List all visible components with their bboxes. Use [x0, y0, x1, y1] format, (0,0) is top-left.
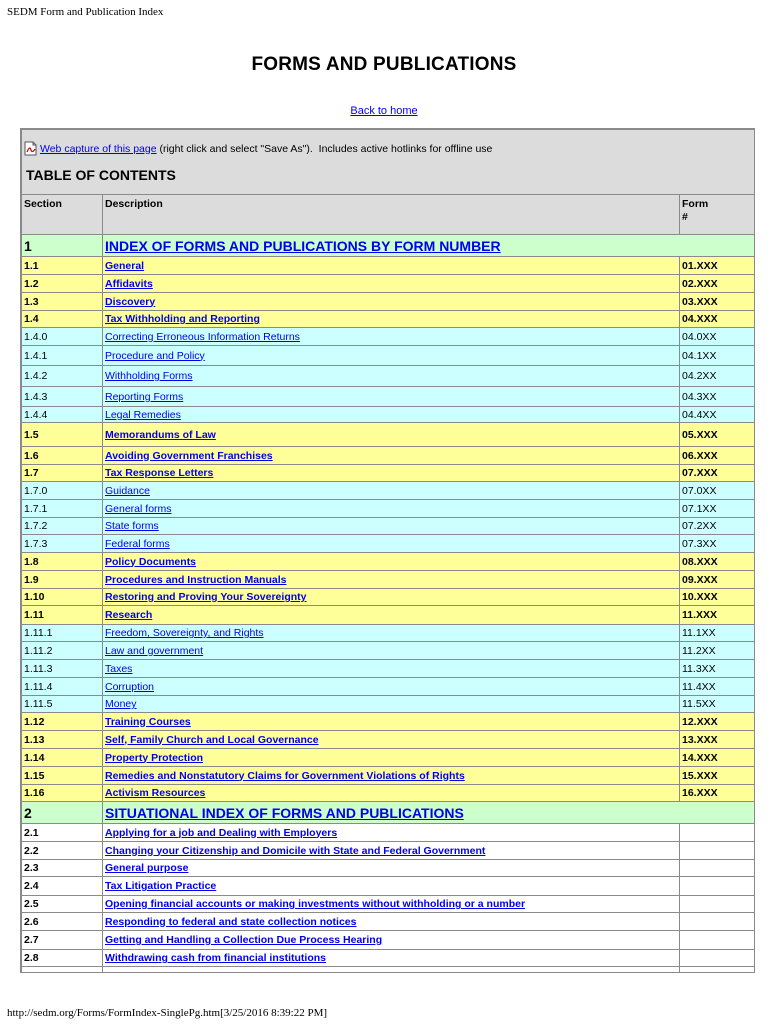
section-number: 1.7.1 [22, 500, 103, 518]
table-row [22, 696, 755, 713]
section-link[interactable]: General forms [105, 502, 172, 515]
section-link[interactable]: Remedies and Nonstatutory Claims for Government Violations of Rights [105, 769, 465, 782]
section-link[interactable]: Tax Withholding and Reporting [105, 313, 260, 325]
form-number: 11.5XX [680, 696, 755, 713]
web-capture-note: (right click and select "Save As"). Includes active hotlinks for offline use [156, 142, 493, 155]
section-link[interactable]: Property Protection [105, 751, 204, 764]
section-number: 1.14 [22, 749, 103, 767]
form-number: 04.4XX [680, 407, 755, 423]
section-link[interactable]: Legal Remedies [105, 408, 181, 421]
pdf-file-icon[interactable] [24, 141, 38, 156]
section-number: 1 [22, 235, 103, 257]
section-number: 1.4.3 [22, 387, 103, 407]
table-row [22, 275, 755, 293]
table-row [22, 625, 755, 642]
section-link[interactable]: Withholding Forms [105, 370, 193, 382]
form-number: 06.XXX [680, 447, 755, 465]
form-number: 02.XXX [680, 275, 755, 293]
table-row [22, 571, 755, 589]
form-number [680, 860, 755, 877]
form-number [680, 824, 755, 842]
section-link[interactable]: Policy Documents [105, 555, 197, 568]
section-link[interactable]: Self, Family Church and Local Governance [105, 733, 319, 746]
section-link[interactable]: Responding to federal and state collection notices [105, 915, 357, 928]
table-row [22, 660, 755, 678]
section-number: 1.11.4 [22, 678, 103, 696]
form-number: 13.XXX [680, 731, 755, 749]
column-header-form: Form # [680, 195, 755, 235]
section-number: 2.2 [22, 842, 103, 860]
section-number: 1.9 [22, 571, 103, 589]
table-row [22, 860, 755, 877]
section-link[interactable]: State forms [105, 520, 159, 532]
table-header-row [22, 195, 755, 235]
table-row [22, 447, 755, 465]
table-row [22, 423, 755, 447]
form-number: 04.0XX [680, 328, 755, 346]
section-link[interactable]: Procedures and Instruction Manuals [105, 573, 287, 586]
table-row [22, 257, 755, 275]
table-row [22, 311, 755, 328]
form-number [680, 967, 755, 974]
web-capture-link[interactable]: Web capture of this page [40, 142, 157, 155]
section-link[interactable]: Applying for a job and Dealing with Employers [105, 826, 338, 839]
table-row [22, 877, 755, 896]
table-of-contents-container [20, 128, 755, 973]
section-link[interactable]: Affidavits [105, 277, 153, 290]
section-number: 1.10 [22, 589, 103, 606]
section-link[interactable]: Money [105, 698, 137, 710]
table-of-contents [21, 129, 755, 973]
form-number: 07.0XX [680, 482, 755, 500]
form-number: 12.XXX [680, 713, 755, 731]
section-number: 1.11 [22, 606, 103, 625]
form-number: 04.XXX [680, 311, 755, 328]
section-number: 1.2 [22, 275, 103, 293]
table-row [22, 950, 755, 967]
section-link[interactable]: Getting and Handling a Collection Due Process Hearing [105, 934, 383, 946]
form-number: 11.4XX [680, 678, 755, 696]
table-row [22, 366, 755, 387]
section-number: 2.6 [22, 913, 103, 931]
table-row [22, 407, 755, 423]
table-row [22, 785, 755, 802]
section-number: 2.5 [22, 896, 103, 913]
section-link[interactable]: General purpose [105, 862, 189, 874]
form-number: 07.3XX [680, 535, 755, 553]
form-number: 07.2XX [680, 518, 755, 535]
section-number: 2.4 [22, 877, 103, 896]
page-title: FORMS AND PUBLICATIONS [251, 54, 517, 75]
table-row [22, 913, 755, 931]
section-number: 1.15 [22, 767, 103, 785]
section-number: 1.12 [22, 713, 103, 731]
section-link[interactable]: General [105, 259, 145, 272]
section-link[interactable]: Law and government [105, 644, 204, 657]
form-number: 16.XXX [680, 785, 755, 802]
section-link[interactable]: Tax Response Letters [105, 467, 214, 479]
table-row [22, 931, 755, 950]
section-link[interactable]: Reporting Forms [105, 390, 184, 403]
table-row [22, 500, 755, 518]
table-row [22, 346, 755, 366]
form-number: 05.XXX [680, 423, 755, 447]
section-link[interactable]: Taxes [105, 662, 133, 675]
section-number: 1.4.4 [22, 407, 103, 423]
table-row [22, 465, 755, 482]
capture-row [22, 130, 755, 195]
table-row [22, 824, 755, 842]
section-link[interactable]: Memorandums of Law [105, 428, 216, 441]
section-number: 1.11.5 [22, 696, 103, 713]
table-row [22, 713, 755, 731]
table-row [22, 387, 755, 407]
section-number: 1.3 [22, 293, 103, 311]
form-number [680, 842, 755, 860]
section-number: 1.1 [22, 257, 103, 275]
section-number: 1.4 [22, 311, 103, 328]
form-number: 04.1XX [680, 346, 755, 366]
section-number: 1.13 [22, 731, 103, 749]
column-header-description: Description [103, 195, 680, 235]
section-link[interactable]: Withdrawing cash from financial institutions [105, 952, 327, 964]
column-header-section: Section [22, 195, 103, 235]
table-row [22, 482, 755, 500]
form-number [680, 913, 755, 931]
section-link[interactable]: Avoiding Government Franchises [105, 449, 273, 462]
form-number: 07.XXX [680, 465, 755, 482]
section-link[interactable]: Training Courses [105, 715, 191, 728]
section-number: 1.7.2 [22, 518, 103, 535]
section-number: 1.4.0 [22, 328, 103, 346]
section-number: 1.16 [22, 785, 103, 802]
section-link[interactable]: Procedure and Policy [105, 349, 205, 362]
section-link[interactable]: Restoring and Proving Your Sovereignty [105, 591, 307, 603]
section-number: 1.6 [22, 447, 103, 465]
section-link[interactable]: Guidance [105, 484, 150, 497]
table-row [22, 731, 755, 749]
form-number: 10.XXX [680, 589, 755, 606]
table-row [22, 589, 755, 606]
section-link[interactable]: SITUATIONAL INDEX OF FORMS AND PUBLICATIONS [105, 804, 464, 821]
table-row [22, 235, 755, 257]
section-number: 1.11.3 [22, 660, 103, 678]
section-number: 1.4.1 [22, 346, 103, 366]
section-link[interactable]: Freedom, Sovereignty, and Rights [105, 627, 264, 639]
table-row [22, 678, 755, 696]
section-link[interactable]: Tax Litigation Practice [105, 880, 217, 892]
section-number: 2.3 [22, 860, 103, 877]
section-number: 2.7 [22, 931, 103, 950]
form-number [680, 896, 755, 913]
table-row [22, 606, 755, 625]
section-link[interactable]: Changing your Citizenship and Domicile with State and Federal Government [105, 844, 486, 857]
section-number [22, 967, 103, 974]
form-number: 01.XXX [680, 257, 755, 275]
table-row [22, 842, 755, 860]
form-number: 11.2XX [680, 642, 755, 660]
table-row [22, 328, 755, 346]
section-number: 2 [22, 802, 103, 824]
section-number: 1.7.3 [22, 535, 103, 553]
section-number: 1.7 [22, 465, 103, 482]
document-title-header: SEDM Form and Publication Index [7, 6, 164, 18]
section-number: 1.8 [22, 553, 103, 571]
form-number [680, 931, 755, 950]
section-number: 2.8 [22, 950, 103, 967]
form-number [680, 877, 755, 896]
section-link[interactable]: Correcting Erroneous Information Returns [105, 330, 300, 343]
table-row [22, 293, 755, 311]
table-row [22, 553, 755, 571]
section-link[interactable]: Research [105, 609, 153, 621]
form-number: 09.XXX [680, 571, 755, 589]
table-row [22, 535, 755, 553]
form-number [680, 950, 755, 967]
form-number: 14.XXX [680, 749, 755, 767]
toc-heading: TABLE OF CONTENTS [26, 167, 176, 183]
table-row [22, 767, 755, 785]
form-number: 07.1XX [680, 500, 755, 518]
form-number: 11.XXX [680, 606, 755, 625]
section-link[interactable]: Activism Resources [105, 787, 206, 799]
form-number: 15.XXX [680, 767, 755, 785]
section-number: 2.1 [22, 824, 103, 842]
table-row [22, 749, 755, 767]
section-link[interactable]: Opening financial accounts or making investments without withholding or a number [105, 898, 526, 910]
table-row [22, 967, 755, 974]
form-number: 03.XXX [680, 293, 755, 311]
section-number: 1.11.2 [22, 642, 103, 660]
page-footer-url: http://sedm.org/Forms/FormIndex-SinglePg.htm[3/25/2016 8:39:22 PM] [7, 1007, 328, 1019]
section-link[interactable]: Discovery [105, 295, 156, 308]
section-number: 1.4.2 [22, 366, 103, 387]
section-link[interactable]: Corruption [105, 680, 155, 693]
form-number: 04.3XX [680, 387, 755, 407]
form-number: 11.1XX [680, 625, 755, 642]
table-row [22, 518, 755, 535]
section-number: 1.11.1 [22, 625, 103, 642]
section-link[interactable]: Federal forms [105, 537, 170, 550]
section-link[interactable]: INDEX OF FORMS AND PUBLICATIONS BY FORM NUMBER [105, 237, 501, 254]
back-to-home-link[interactable]: Back to home [350, 105, 418, 117]
section-number: 1.7.0 [22, 482, 103, 500]
table-row [22, 896, 755, 913]
table-row [22, 802, 755, 824]
form-number: 11.3XX [680, 660, 755, 678]
table-row [22, 642, 755, 660]
section-number: 1.5 [22, 423, 103, 447]
form-number: 08.XXX [680, 553, 755, 571]
form-number: 04.2XX [680, 366, 755, 387]
